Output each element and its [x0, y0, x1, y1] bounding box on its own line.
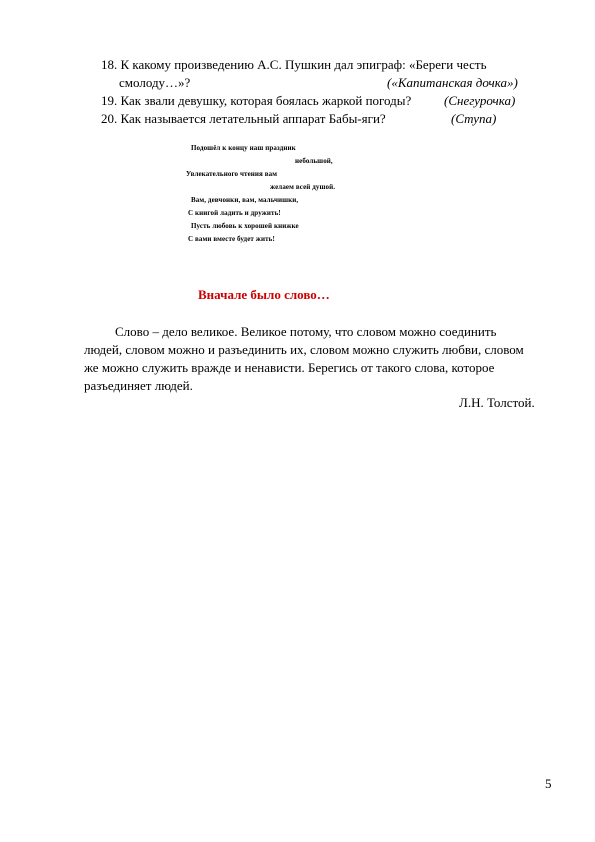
poem-line-8: С вами вместе будет жить!: [188, 235, 275, 243]
paragraph-line-4: разъединяет людей.: [84, 378, 193, 393]
poem-line-5: Вам, девчонки, вам, мальчишки,: [191, 196, 299, 204]
question-18-line-1: 18. К какому произведению А.С. Пушкин дал эпиграф: «Береги честь: [101, 57, 487, 72]
question-20: 20. Как называется летательный аппарат Бабы-яги?: [101, 111, 386, 126]
question-18-line-2: смолоду…»?: [119, 75, 191, 90]
poem-line-2: небольшой,: [295, 157, 333, 165]
poem-line-1: Подошёл к концу наш праздник: [191, 144, 296, 152]
poem-line-6: С книгой ладить и дружить!: [188, 209, 281, 217]
paragraph-line-2: людей, словом можно и разъединить их, словом можно служить любви, словом: [84, 342, 524, 357]
question-18-answer: («Капитанская дочка»): [387, 75, 518, 90]
poem-line-4: желаем всей душой.: [270, 183, 336, 191]
paragraph-line-1: Слово – дело великое. Великое потому, что словом можно соединить: [115, 324, 497, 339]
question-20-answer: (Ступа): [451, 111, 497, 126]
page-number: 5: [545, 776, 552, 791]
poem-line-3: Увлекательного чтения вам: [186, 170, 278, 178]
paragraph-line-3: же можно служить вражде и ненависти. Берегись от такого слова, которое: [84, 360, 495, 375]
quote-author: Л.Н. Толстой.: [459, 395, 535, 410]
question-19: 19. Как звали девушку, которая боялась жаркой погоды?: [101, 93, 412, 108]
poem-line-7: Пусть любовь к хорошей книжке: [191, 222, 299, 230]
section-heading: Вначале было слово…: [198, 287, 330, 302]
question-19-answer: (Снегурочка): [444, 93, 516, 108]
